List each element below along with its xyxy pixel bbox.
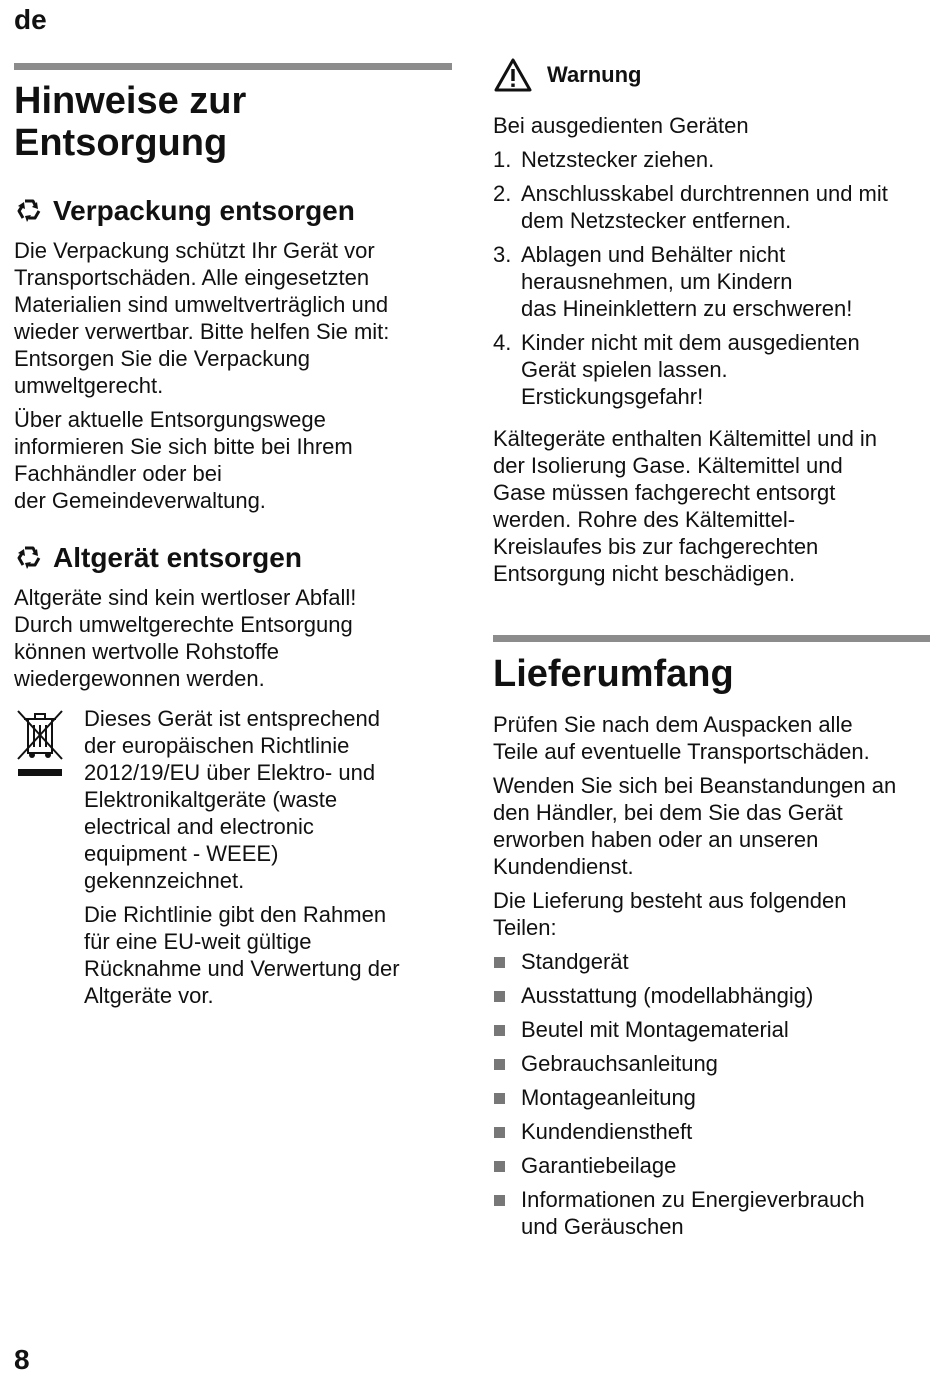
recycle-icon [14,196,44,226]
text-line: der Isolierung Gase. Kältemittel und [493,453,843,478]
title-line: Entsorgung [14,122,228,164]
warning-label: Warnung [547,62,642,87]
text-line: Gebrauchsanleitung [521,1051,718,1076]
text-line: Informationen zu Energieverbrauch [521,1187,865,1212]
list-item [493,1186,930,1240]
text-line: Prüfen Sie nach dem Auspacken alle [493,712,853,737]
delivery-title: Lieferumfang [493,653,734,695]
text-line: gekennzeichnet. [84,868,245,893]
text-line: Die Lieferung besteht aus folgenden [493,888,847,913]
text-line: Erstickungsgefahr! [521,384,704,409]
weee-directive-paragraph [84,901,452,1009]
text-line: Anschlusskabel durchtrennen und mit [521,181,888,206]
list-item-text [521,1050,718,1077]
list-item-text [521,1084,696,1111]
warning-step [493,180,930,234]
text-line: den Händler, bei dem Sie das Gerät [493,800,843,825]
text-line: Kinder nicht mit dem ausgedienten [521,330,860,355]
step-text [521,329,860,410]
text-line: Ablagen und Behälter nicht [521,242,786,267]
text-line: der Gemeindeverwaltung. [14,488,266,513]
weee-notice [14,705,452,1009]
text-line: Montageanleitung [521,1085,696,1110]
text-line: Teilen: [493,915,557,940]
bullet-square-icon [493,982,521,1009]
step-number: 2. [493,181,512,206]
title-line: Hinweise zur [14,80,247,122]
step-text [521,146,714,173]
heading-text: Verpackung entsorgen [53,195,355,226]
text-line: electrical and electronic [84,814,314,839]
step-number: 1. [493,147,512,172]
step-text [521,241,852,322]
list-item-text [521,1016,789,1043]
list-item [493,1152,930,1179]
bullet-square-icon [493,948,521,975]
text-line: Garantiebeilage [521,1153,677,1178]
heading-text: Altgerät entsorgen [53,542,302,573]
text-line: für eine EU-weit gültige [84,929,312,954]
delivery-list [493,948,930,1240]
section-rule [14,63,452,70]
text-line: Kundendienst. [493,854,634,879]
text-line: Gase müssen fachgerecht entsorgt [493,480,836,505]
list-item [493,1118,930,1145]
refrigerant-paragraph [493,425,930,587]
warning-step [493,241,930,322]
text-line: Kältegeräte enthalten Kältemittel und in [493,426,878,451]
packaging-paragraph [14,237,452,399]
text-line: Fachhändler oder bei [14,461,222,486]
step-text [521,180,888,234]
list-item-text [521,982,813,1009]
warning-step [493,329,930,410]
text-line: Die Richtlinie gibt den Rahmen [84,902,387,927]
text-line: Kundendienstheft [521,1119,693,1144]
delivery-complaint-paragraph [493,772,930,880]
text-line: Gerät spielen lassen. [521,357,728,382]
text-line: können wertvolle Rohstoffe [14,639,279,664]
text-line: 2012/19/EU über Elektro- und [84,760,376,785]
step-number: 3. [493,242,512,267]
text-line: Durch umweltgerechte Entsorgung [14,612,353,637]
bullet-square-icon [493,1186,521,1240]
bullet-square-icon [493,1152,521,1179]
text-line: Über aktuelle Entsorgungswege [14,407,326,432]
list-item [493,982,930,1009]
text-line: Entsorgung nicht beschädigen. [493,561,796,586]
list-item-text [521,948,629,975]
list-item [493,1084,930,1111]
list-item [493,1050,930,1077]
warning-triangle-icon [493,57,533,93]
delivery-contents-paragraph [493,887,930,941]
language-code: de [14,4,47,35]
step-number: 4. [493,330,512,355]
warning-header [493,57,930,93]
warning-steps [493,146,930,410]
packaging-heading [14,194,452,228]
list-item [493,1016,930,1043]
packaging-info-paragraph [14,406,452,514]
text-line: equipment - WEEE) [84,841,279,866]
text-line: der europäischen Richtlinie [84,733,350,758]
text-line: Kreislaufes bis zur fachgerechten [493,534,819,559]
list-item-text [521,1186,865,1240]
bullet-square-icon [493,1118,521,1145]
warning-step [493,146,930,173]
page-number: 8 [14,1344,30,1375]
delivery-check-paragraph [493,711,930,765]
text-line: das Hineinklettern zu erschweren! [521,296,853,321]
warning-intro: Bei ausgedienten Geräten [493,113,749,138]
old-appliance-paragraph [14,584,452,692]
text-line: umweltgerecht. [14,373,164,398]
text-line: Elektronikaltgeräte (waste [84,787,338,812]
text-line: dem Netzstecker entfernen. [521,208,792,233]
text-line: erworben haben oder an unseren [493,827,819,852]
weee-text [84,705,452,1009]
bullet-square-icon [493,1084,521,1111]
crossed-bin-icon [14,705,66,777]
text-line: Entsorgen Sie die Verpackung [14,346,310,371]
list-item [493,948,930,975]
text-line: Altgeräte vor. [84,983,214,1008]
text-line: Teile auf eventuelle Transportschäden. [493,739,870,764]
old-appliance-heading [14,541,452,575]
bullet-square-icon [493,1050,521,1077]
text-line: Standgerät [521,949,629,974]
text-line: Netzstecker ziehen. [521,147,715,172]
recycle-icon [14,543,44,573]
text-line: herausnehmen, um Kindern [521,269,793,294]
list-item-text [521,1152,676,1179]
text-line: wieder verwertbar. Bitte helfen Sie mit: [14,319,390,344]
text-line: Dieses Gerät ist entsprechend [84,706,380,731]
text-line: Altgeräte sind kein wertloser Abfall! [14,585,357,610]
list-item-text [521,1118,692,1145]
text-line: Wenden Sie sich bei Beanstandungen an [493,773,897,798]
text-line: Materialien sind umweltverträglich und [14,292,389,317]
text-line: und Geräuschen [521,1214,684,1239]
text-line: werden. Rohre des Kältemittel- [493,507,796,532]
weee-paragraph [84,705,452,894]
bullet-square-icon [493,1016,521,1043]
text-line: Rücknahme und Verwertung der [84,956,400,981]
section-rule [493,635,930,642]
text-line: wiedergewonnen werden. [14,666,265,691]
disposal-title [14,80,452,164]
text-line: Ausstattung (modellabhängig) [521,983,814,1008]
text-line: Die Verpackung schützt Ihr Gerät vor [14,238,375,263]
text-line: Beutel mit Montagematerial [521,1017,789,1042]
text-line: informieren Sie sich bitte bei Ihrem [14,434,353,459]
text-line: Transportschäden. Alle eingesetzten [14,265,370,290]
